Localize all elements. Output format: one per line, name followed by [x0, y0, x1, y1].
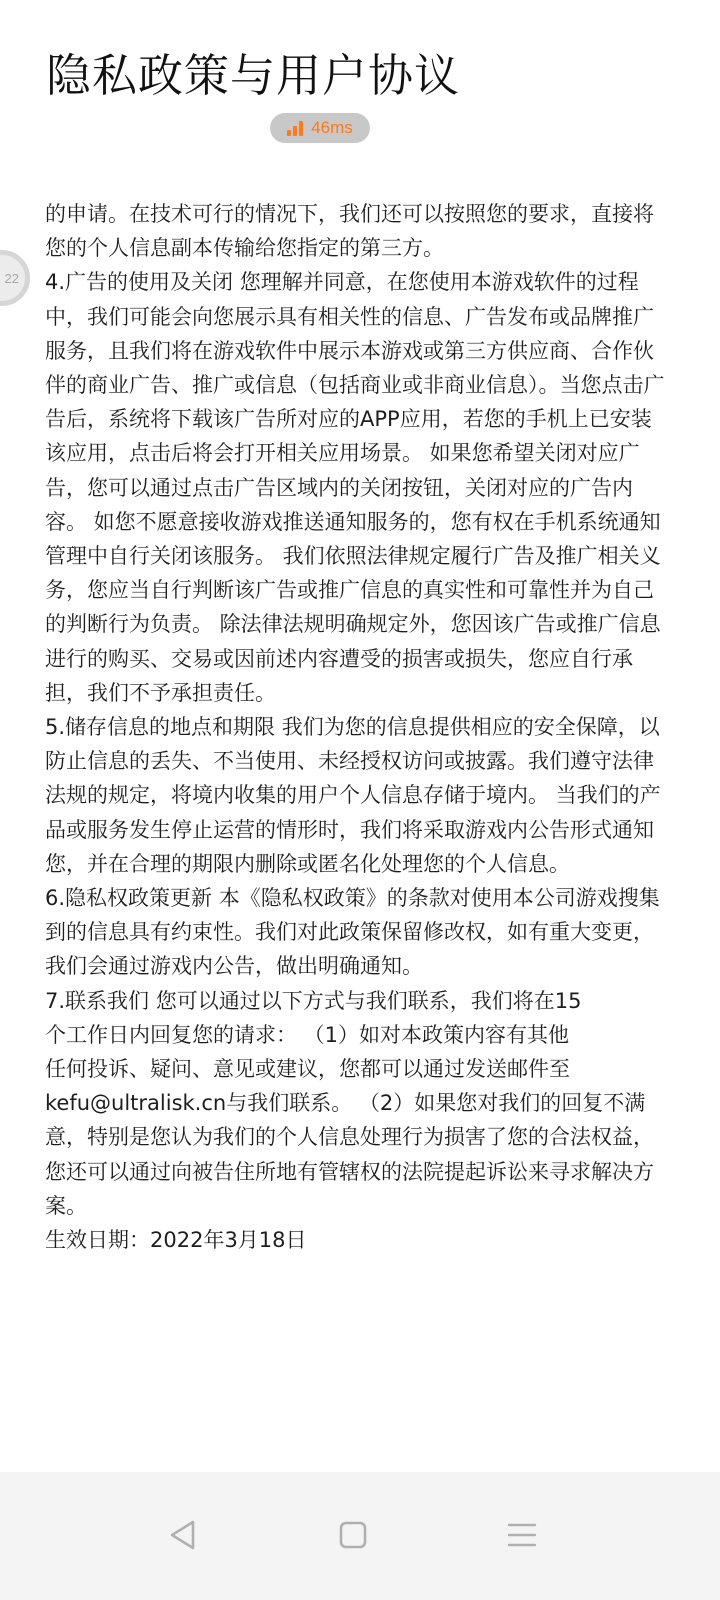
- recents-button[interactable]: [487, 1500, 557, 1570]
- square-home-icon: [338, 1520, 368, 1550]
- system-navigation-bar: [0, 1472, 720, 1600]
- triangle-back-icon: [168, 1519, 198, 1551]
- policy-paragraph: 的申请。在技术可行的情况下，我们还可以按照您的要求，直接将您的个人信息副本传输给您指定的第三方。: [45, 202, 654, 261]
- back-button[interactable]: [148, 1500, 218, 1570]
- effective-date: 生效日期：2022年3月18日: [45, 1228, 307, 1253]
- home-button[interactable]: [318, 1500, 388, 1570]
- signal-bars-icon: [287, 120, 307, 136]
- three-lines-menu-icon: [506, 1521, 538, 1549]
- floating-assistant-ball[interactable]: [0, 250, 30, 306]
- policy-paragraph-contact: 7.联系我们 您可以通过以下方式与我们联系，我们将在15 个工作日内回复您的请求： （1）如对本政策内容有其他 任何投诉、疑问、意见或建议，您都可以通过发送邮件至 kefu@ultralisk.cn与我们联系。 （2）如果您对我们的回复不满意，特别是您认为我们的个人信息处理行为损害了您的合法权益，您还可以通过向被告住所地有管辖权的法院提起诉讼来寻求解决方案。: [45, 988, 654, 1218]
- page-title: 隐私政策与用户协议: [46, 49, 461, 102]
- ping-value: 46ms: [311, 118, 353, 137]
- policy-content: [45, 197, 665, 1257]
- policy-paragraph-update: 6.隐私权政策更新 本《隐私权政策》的条款对使用本公司游戏搜集到的信息具有约束性。我们对此政策保留修改权，如有重大变更，我们会通过游戏内公告，做出明确通知。: [45, 886, 660, 979]
- floating-ball-label: 22: [4, 270, 19, 286]
- policy-paragraph-ads: 4.广告的使用及关闭 您理解并同意，在您使用本游戏软件的过程中，我们可能会向您展示具有相关性的信息、广告发布或品牌推广服务，且我们将在游戏软件中展示本游戏或第三方供应商、合作伙伴的商业广告、推广或信息（包括商业或非商业信息）。当您点击广告后，系统将下载该广告所对应的APP应用，若您的手机上已安装该应用，点击后将会打开相关应用场景。 如果您希望关闭对应广告，您可以通过点击广告区域内的关闭按钮，关闭对应的广告内容。 如您不愿意接收游戏推送通知服务的，您有权在手机系统通知管理中自行关闭该服务。 我们依照法律规定履行广告及推广相关义务，您应当自行判断该广告或推广信息的真实性和可靠性并为自己的判断行为负责。 除法律法规明确规定外，您因该广告或推广信息进行的购买、交易或因前述内容遭受的损害或损失，您应自行承担，我们不予承担责任。: [45, 270, 665, 705]
- ping-badge[interactable]: [270, 113, 370, 143]
- policy-paragraph-storage: 5.储存信息的地点和期限 我们为您的信息提供相应的安全保障，以防止信息的丢失、不当使用、未经授权访问或披露。我们遵守法律法规的规定，将境内收集的用户个人信息存储于境内。 当我们的产品或服务发生停止运营的情形时，我们将采取游戏内公告形式通知您，并在合理的期限内删除或匿名化处理您的个人信息。: [45, 715, 661, 876]
